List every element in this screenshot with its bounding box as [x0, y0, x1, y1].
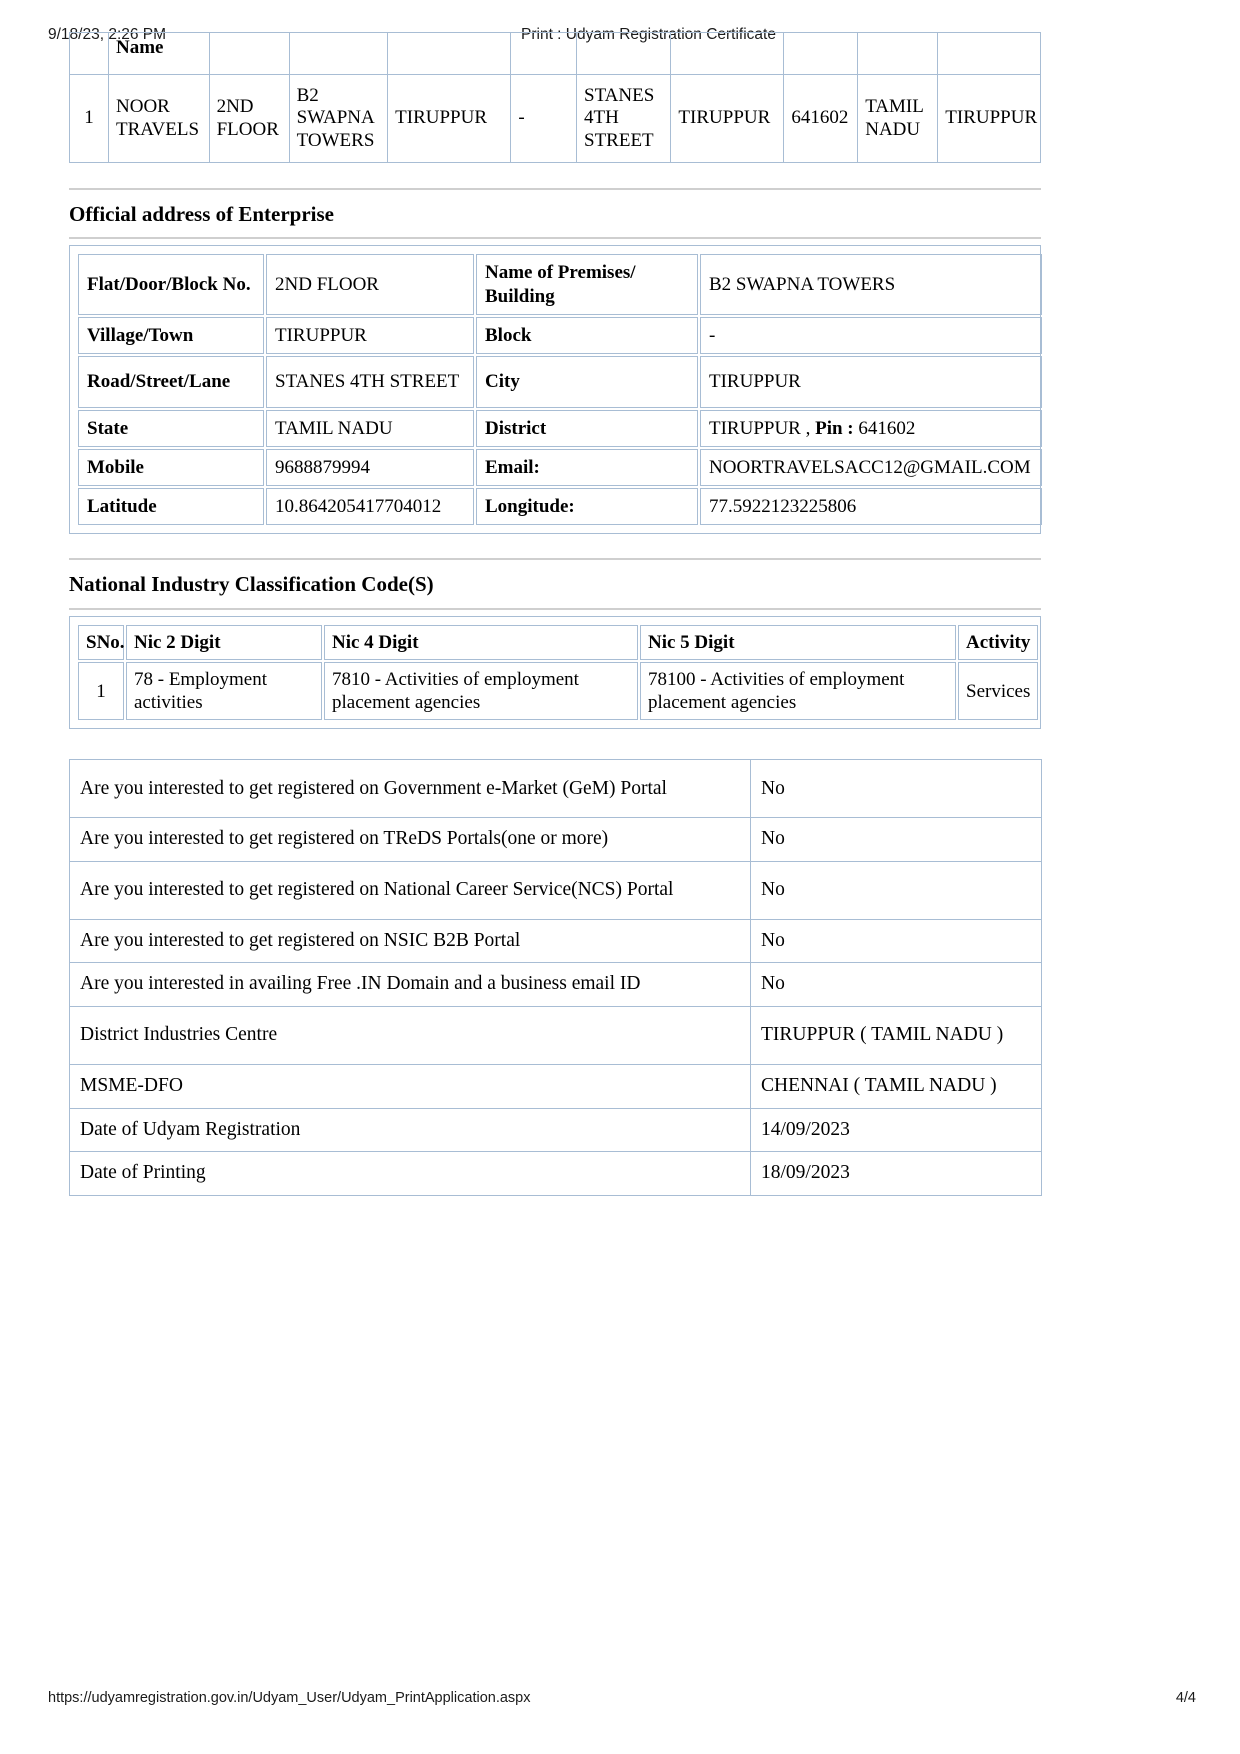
table-row: [70, 861, 1042, 919]
value-state: TAMIL NADU: [266, 410, 474, 447]
label-latitude: Latitude: [78, 488, 264, 525]
section-heading-official-address: [69, 188, 1041, 239]
table-row: [78, 449, 1042, 486]
label-name-of-premises: Name of Premises/ Building: [476, 254, 698, 314]
label-district: District: [476, 410, 698, 447]
cell-nic4: 7810 - Activities of employment placement agencies: [324, 662, 638, 720]
header-cell-sno: SNo.: [78, 625, 124, 660]
value-village-town: TIRUPPUR: [266, 317, 474, 354]
question-gem-portal: Are you interested to get registered on Government e-Market (GeM) Portal: [70, 760, 751, 818]
table-row: [70, 919, 1042, 963]
print-header-title: Print : Udyam Registration Certificate: [521, 26, 776, 43]
value-district-industries-centre: TIRUPPUR ( TAMIL NADU ): [751, 1007, 1042, 1065]
table-row: [78, 662, 1038, 720]
answer-ncs-portal: No: [751, 861, 1042, 919]
section-heading-label: National Industry Classification Code(S): [69, 572, 434, 597]
value-email: NOORTRAVELSACC12@GMAIL.COM: [700, 449, 1042, 486]
cell-sno: 1: [70, 75, 109, 163]
table-row: [70, 1007, 1042, 1065]
section-heading-label: Official address of Enterprise: [69, 202, 335, 226]
label-flat-door-block: Flat/Door/Block No.: [78, 254, 264, 314]
table-row-header: [70, 33, 1041, 75]
answer-treds-portals: No: [751, 818, 1042, 862]
value-longitude: 77.5922123225806: [700, 488, 1042, 525]
label-block: Block: [476, 317, 698, 354]
label-village-town: Village/Town: [78, 317, 264, 354]
question-free-in-domain: Are you interested in availing Free .IN Domain and a business email ID: [70, 963, 751, 1007]
print-footer: [0, 1690, 1240, 1708]
cell-pin: 641602: [784, 75, 858, 163]
district-name: TIRUPPUR ,: [709, 417, 816, 439]
header-cell-activity: Activity: [958, 625, 1038, 660]
print-footer-page: 4/4: [1175, 1690, 1196, 1706]
pin-value: 641602: [853, 417, 916, 439]
value-district: [700, 410, 1042, 447]
table-row-header: [78, 625, 1038, 660]
label-mobile: Mobile: [78, 449, 264, 486]
table-row: [78, 317, 1042, 354]
header-cell-nic2: Nic 2 Digit: [126, 625, 322, 660]
header-cell-nic4: Nic 4 Digit: [324, 625, 638, 660]
cell-road: STANES 4TH STREET: [577, 75, 671, 163]
label-msme-dfo: MSME-DFO: [70, 1065, 751, 1109]
header-cell-district: [938, 33, 1041, 75]
table-row: [78, 254, 1042, 314]
cell-block: -: [511, 75, 577, 163]
value-date-of-printing: 18/09/2023: [751, 1152, 1042, 1196]
label-district-industries-centre: District Industries Centre: [70, 1007, 751, 1065]
question-treds-portals: Are you interested to get registered on TReDS Portals(one or more): [70, 818, 751, 862]
header-cell-state: [858, 33, 938, 75]
cell-sno: 1: [78, 662, 124, 720]
registration-questions-table: [69, 759, 1042, 1195]
header-cell-road: [577, 33, 671, 75]
value-msme-dfo: CHENNAI ( TAMIL NADU ): [751, 1065, 1042, 1109]
cell-flat: 2ND FLOOR: [209, 75, 289, 163]
question-ncs-portal: Are you interested to get registered on National Career Service(NCS) Portal: [70, 861, 751, 919]
table-row: [70, 75, 1041, 163]
cell-state: TAMIL NADU: [858, 75, 938, 163]
print-header-datetime: 9/18/23, 2:26 PM: [48, 26, 167, 43]
value-latitude: 10.864205417704012: [266, 488, 474, 525]
header-cell-name: Name: [109, 33, 210, 75]
official-address-table: [76, 252, 1044, 527]
header-cell-city: [671, 33, 784, 75]
label-date-of-udyam-registration: Date of Udyam Registration: [70, 1108, 751, 1152]
value-date-of-udyam-registration: 14/09/2023: [751, 1108, 1042, 1152]
section-heading-nic: [69, 558, 1041, 609]
label-state: State: [78, 410, 264, 447]
cell-district: TIRUPPUR: [938, 75, 1041, 163]
table-row: [70, 963, 1042, 1007]
table-row: [78, 410, 1042, 447]
page-content: [69, 37, 1041, 1196]
label-road-street-lane: Road/Street/Lane: [78, 356, 264, 408]
answer-gem-portal: No: [751, 760, 1042, 818]
header-cell-sno: [70, 33, 109, 75]
value-block: -: [700, 317, 1042, 354]
table-row: [70, 1152, 1042, 1196]
label-email: Email:: [476, 449, 698, 486]
header-cell-nic5: Nic 5 Digit: [640, 625, 956, 660]
question-nsic-b2b-portal: Are you interested to get registered on NSIC B2B Portal: [70, 919, 751, 963]
answer-nsic-b2b-portal: No: [751, 919, 1042, 963]
enterprise-table: [69, 32, 1041, 163]
cell-name: NOOR TRAVELS: [109, 75, 210, 163]
header-cell-village: [388, 33, 511, 75]
cell-premises: B2 SWAPNA TOWERS: [289, 75, 388, 163]
value-mobile: 9688879994: [266, 449, 474, 486]
table-row: [78, 488, 1042, 525]
label-city: City: [476, 356, 698, 408]
value-name-of-premises: B2 SWAPNA TOWERS: [700, 254, 1042, 314]
label-date-of-printing: Date of Printing: [70, 1152, 751, 1196]
pin-label: Pin :: [815, 417, 854, 439]
label-longitude: Longitude:: [476, 488, 698, 525]
print-footer-url: https://udyamregistration.gov.in/Udyam_User/Udyam_PrintApplication.aspx: [48, 1690, 531, 1706]
official-address-frame: [69, 245, 1041, 534]
header-cell-flat: [209, 33, 289, 75]
cell-village: TIRUPPUR: [388, 75, 511, 163]
cell-nic5: 78100 - Activities of employment placement agencies: [640, 662, 956, 720]
table-row: [70, 1065, 1042, 1109]
nic-table: [76, 623, 1040, 723]
value-flat-door-block: 2ND FLOOR: [266, 254, 474, 314]
header-cell-premises: [289, 33, 388, 75]
nic-frame: [69, 616, 1041, 730]
cell-activity: Services: [958, 662, 1038, 720]
value-city: TIRUPPUR: [700, 356, 1042, 408]
table-row: [70, 1108, 1042, 1152]
enterprise-table-continued: [69, 37, 1041, 164]
table-row: [78, 356, 1042, 408]
answer-free-in-domain: No: [751, 963, 1042, 1007]
cell-nic2: 78 - Employment activities: [126, 662, 322, 720]
header-cell-block: [511, 33, 577, 75]
table-row: [70, 818, 1042, 862]
value-road-street-lane: STANES 4TH STREET: [266, 356, 474, 408]
table-row: [70, 760, 1042, 818]
header-cell-pin: [784, 33, 858, 75]
cell-city: TIRUPPUR: [671, 75, 784, 163]
